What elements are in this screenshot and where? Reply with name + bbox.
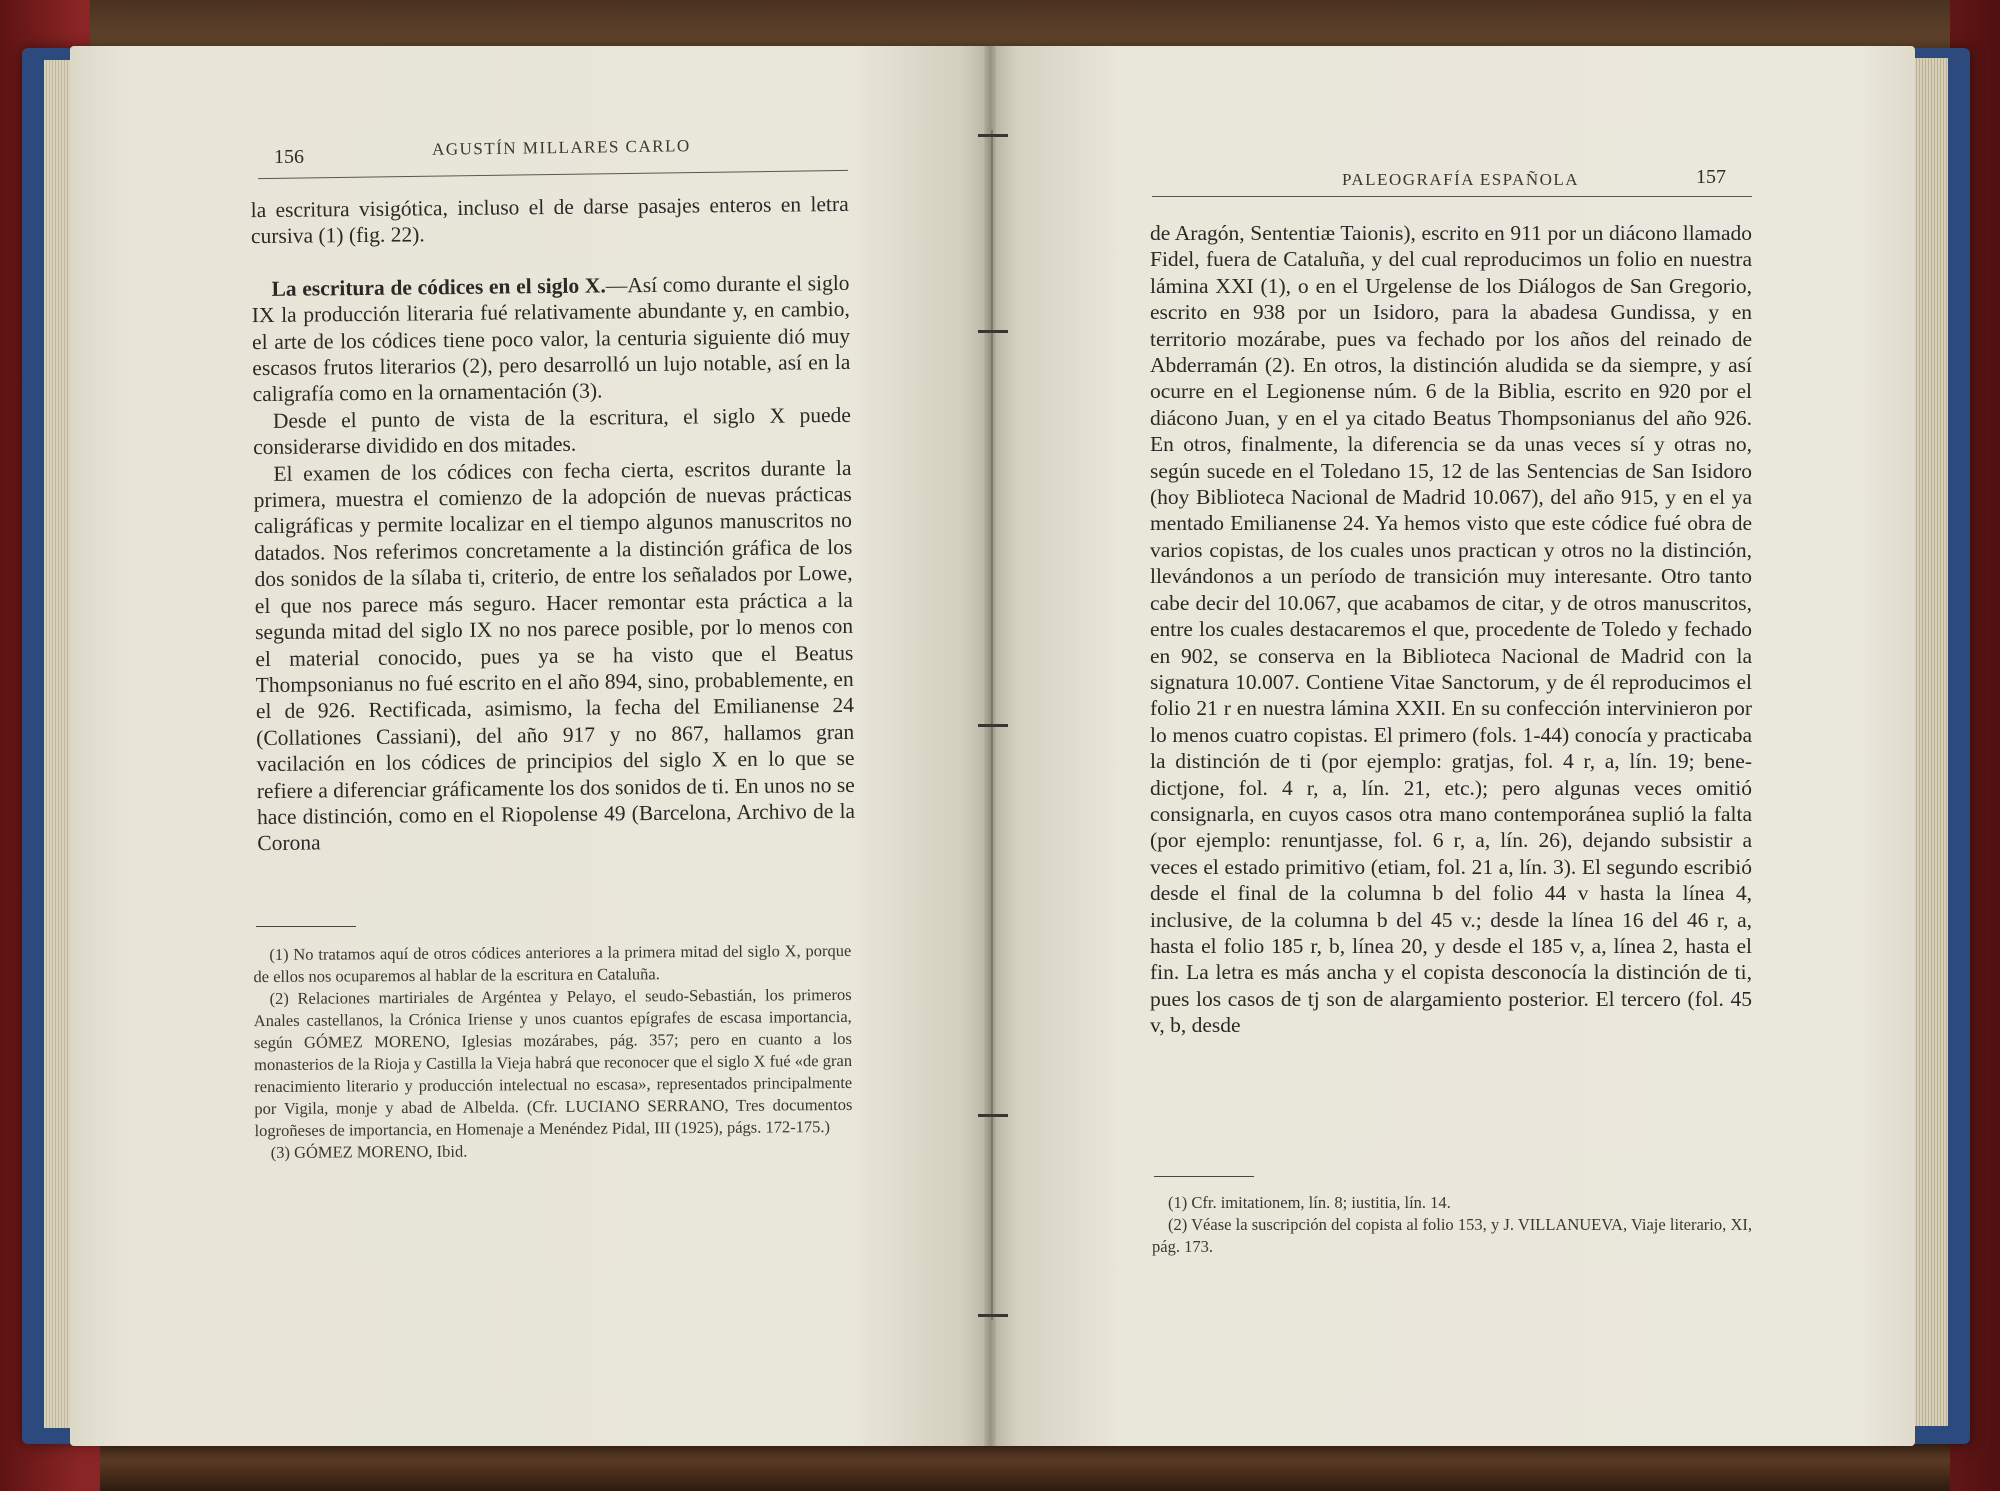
wood-surface-bottom bbox=[100, 1440, 1950, 1491]
footnote-2-left: (2) Relaciones martiriales de Argéntea y Pelayo, el seudo-Sebastián, los primeros Anales castellanos, la Crónica Iriense y unos cuantos epígrafes de escasa importancia, según GÓMEZ MORENO, Iglesias mozárabes, pág. 357; pero en cuanto a los monasterios de la Rioja y Castilla la Vieja habrá que reconocer que el siglo X fué «de gran renacimiento literario y producción intelectual no escasa», representados principalmente por Vigila, monje y abad de Albelda. (Cfr. LUCIANO SERRANO, Tres documentos logroñeses de importancia, en Homenaje a Menéndez Pidal, III (1925), págs. 172-175.) bbox=[253, 984, 853, 1141]
continuation-paragraph: la escritura visigótica, incluso el de darse pasajes enteros en letra cursiva (1) (fig. 22). bbox=[250, 191, 849, 249]
footnote-1-left: (1) No tratamos aquí de otros códices anteriores a la primera mitad del siglo X, porque de ellos nos ocuparemos al hablar de la escritura en Cataluña. bbox=[253, 940, 852, 987]
left-body bbox=[251, 191, 856, 857]
left-page bbox=[70, 46, 990, 1446]
section-text: —Así como durante el siglo IX la producción literaria fué relativamente abundante y, en cambio, el arte de los códices tiene poco valor, la centuria siguiente dió muy escasos frutos literarios (2), pero desarrolló un lujo notable, así en la caligrafía como en la ornamentación (3). bbox=[251, 270, 851, 407]
footnote-1-right: (1) Cfr. imitationem, lín. 8; iustitia, lín. 14. bbox=[1168, 1193, 1451, 1212]
binding-stitch bbox=[978, 134, 1008, 137]
footnote-rule-right bbox=[1154, 1176, 1254, 1177]
paragraph-2: Desde el punto de vista de la escritura, el siglo X puede considerarse dividido en dos mitades. bbox=[253, 402, 851, 460]
footnote-rule-left bbox=[256, 926, 356, 927]
footnotes-left bbox=[253, 940, 853, 1164]
right-body-paragraph: de Aragón, Sententiæ Taionis), escrito en 911 por un diácono llamado Fidel, fuera de Cataluña, y del cual reproducimos un folio en nuestra lámina XXI (1), o en el Urgelense de los Diálogos de San Gregorio, escrito en 938 por un Isidoro, para la abadesa Gundissa, y en territorio mozárabe, pues va fechado por los años del reinado de Abderramán (2). En otros, la distinción aludida se da siempre, y así ocurre en el Legionense núm. 6 de la Biblia, escrito en 920 por el diácono Juan, y en el ya citado Beatus Thompsonianus del año 926. En otros, finalmente, la diferencia se da unas veces sí y otras no, según sucede en el Toledano 15, 12 de las Sentencias de San Isidoro (hoy Biblioteca Nacional de Madrid 10.067), del año 915, y en el ya mentado Emilianense 24. Ya hemos visto que este códice fué obra de varios copistas, de los cuales unos practican y otros no la distinción, llevándonos a un período de transición muy interesante. Otro tanto cabe decir del 10.067, que acabamos de citar, y de otros manuscritos, entre los cuales destacaremos el que, procedente de Toledo y fechado en 902, se conserva en la Biblioteca Nacional de Madrid con la signatura 10.007. Contiene Vitae Sanctorum, y de él reproducimos el folio 21 r en nuestra lámina XXII. En su confección intervinieron por lo menos cuatro copistas. El primero (fols. 1-44) conocía y practicaba la distinción de ti (por ejemplo: gratjas, fol. 4 r, a, lín. 19; bene-dictjone, fol. 4 r, a, lín. 21, etc.); pero algunas veces omitió consignarla, en cuyos casos otra mano contemporánea suplió la falta (por ejemplo: renuntjasse, fol. 6 r, a, lín. 26), dejando subsistir a veces el estado primitivo (etiam, fol. 21 a, lín. 3). El segundo escribió desde el final de la columna b del folio 44 v hasta la línea 4, inclusive, de la columna b del 45 v.; desde la línea 16 del 46 r, a, hasta el folio 185 r, b, línea 20, y desde el 185 v, a, línea 2, hasta el fin. La letra es más ancha y el copista desconocía la distinción de ti, pues los casos de tj son de alargamiento posterior. El tercero (fol. 45 v, b, desde bbox=[1150, 221, 1752, 1038]
running-head-left: AGUSTÍN MILLARES CARLO bbox=[431, 136, 691, 159]
header-rule-left bbox=[258, 170, 848, 179]
binding-stitch bbox=[978, 1314, 1008, 1317]
right-body bbox=[1150, 220, 1752, 1039]
paragraph-3: El examen de los códices con fecha cierta, escritos durante la primera, muestra el comienzo de la adopción de nuevas prácticas caligráficas y permite localizar en el tiempo algunos manuscritos no datados. Nos referimos concretamente a la distinción gráfica de los dos sonidos de la sílaba ti, criterio, de entre los señalados por Lowe, el que nos parece más seguro. Hacer remontar esta práctica a la segunda mitad del siglo IX no nos parece posible, por lo menos con el material conocido, pues ya se ha visto que el Beatus Thompsonianus no fué escrito en el año 894, sino, probablemente, en el de 926. Rectificada, asimismo, la fecha del Emilianense 24 (Collationes Cassiani), del año 917 y no 867, hallamos gran vacilación en los códices de principios del siglo X en lo que se refiere a diferenciar gráficamente los dos sonidos de ti. En unos no se hace distinción, como en el Riopolense 49 (Barcelona, Archivo de la Corona bbox=[253, 455, 856, 856]
binding-stitch bbox=[978, 1114, 1008, 1117]
page-number-left: 156 bbox=[274, 146, 304, 168]
page-edges-right bbox=[1914, 58, 1948, 1426]
footnotes-right bbox=[1152, 1192, 1752, 1258]
footnote-3-left: (3) GÓMEZ MORENO, Ibid. bbox=[270, 1141, 468, 1162]
footnote-2-right: (2) Véase la suscripción del copista al folio 153, y J. VILLANUEVA, Viaje literario, XI, pág. 173. bbox=[1152, 1215, 1752, 1256]
page-number-right: 157 bbox=[1696, 166, 1726, 188]
right-page bbox=[990, 46, 1915, 1446]
book-gutter bbox=[984, 46, 996, 1446]
header-rule-right bbox=[1152, 196, 1752, 197]
section-heading: La escritura de códices en el siglo X. bbox=[271, 273, 606, 301]
section-paragraph bbox=[251, 270, 850, 408]
binding-stitch bbox=[978, 330, 1008, 333]
running-head-right: PALEOGRAFÍA ESPAÑOLA bbox=[1342, 170, 1580, 189]
binding-stitch bbox=[978, 724, 1008, 727]
